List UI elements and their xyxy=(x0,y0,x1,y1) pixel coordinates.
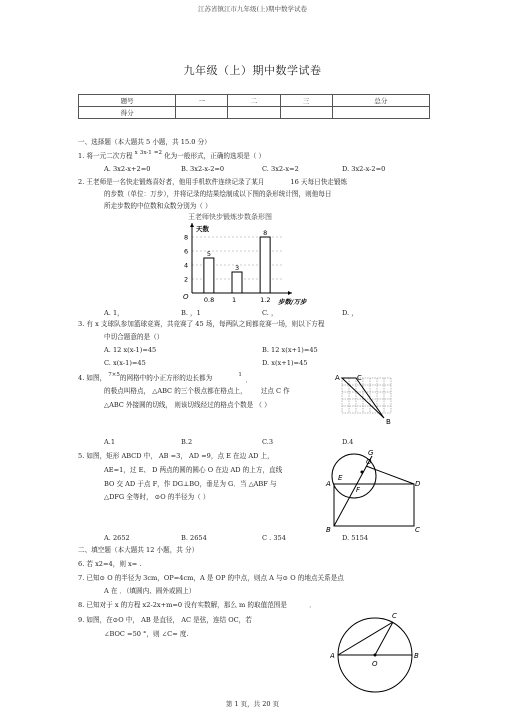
chart-ytick-label: 4 xyxy=(184,261,189,270)
q5-label-a: A xyxy=(326,480,331,488)
q4-label-b: B xyxy=(386,418,391,426)
score-table xyxy=(78,94,430,119)
question-4-line3: △ABC 外接圆的切线， 则该切线经过的格点个数是 （ ） xyxy=(104,401,271,409)
q9-label-b: B xyxy=(414,652,419,660)
q4-option-c[interactable]: C.3 xyxy=(262,438,274,446)
question-7-line2: A 在 ．（填圆内、圆外或圆上） xyxy=(104,587,196,595)
step-bar-chart xyxy=(176,211,326,307)
q4-option-b[interactable]: B.2 xyxy=(181,438,193,446)
question-7-line1: 7. 已知⊙ O 的半径为 3cm，OP=4cm，A 是 OP 的中点，则点 A 与⊙ O 的地点关系是点 xyxy=(78,574,344,582)
chart-ytick-label: 8 xyxy=(184,233,189,242)
q4-label-a: A xyxy=(335,374,340,382)
q9-label-a: A xyxy=(330,652,335,660)
chart-title: 王老师快步锻炼步数条形图 xyxy=(188,213,272,221)
exam-title: 九年级（上）期中数学试卷 xyxy=(183,64,322,77)
question-3-line1: 3. 有 x 支球队参加篮球竞赛，共竞赛了 45 场，每两队之间都竞赛一场，则以下方程 xyxy=(78,320,325,328)
q5-label-b: B xyxy=(326,526,331,534)
question-3-line2: 中切合题意的是（） xyxy=(104,333,164,341)
score-label-cell: 得分 xyxy=(79,107,176,119)
q5-rectangle-figure xyxy=(322,446,422,534)
section-heading-1: 一、选择题（本大题共 5 小题，共 15.0 分） xyxy=(78,138,211,146)
chart-ytick-label: 6 xyxy=(184,247,189,256)
q2-option-c[interactable]: C. ， xyxy=(262,309,278,317)
question-2-line2: 的步数（单位：万步），并将记录的结果绘制成以下图的条形统计图，则他每日 xyxy=(104,190,332,198)
q5-label-o: O xyxy=(366,458,372,466)
q5-label-f: F xyxy=(356,486,361,494)
q5-option-c[interactable]: C . 354 xyxy=(262,534,286,542)
q1-option-d[interactable]: D. 3x2-x-2=0 xyxy=(342,165,386,173)
chart-ytick-label: 2 xyxy=(184,275,189,284)
q9-label-c: C xyxy=(392,612,397,620)
chart-bar xyxy=(232,272,242,293)
score-header-cell: 二 xyxy=(228,95,280,107)
question-8: 8. 已知对于 x 的方程 x2-2x+m=0 没有实数解，那么 m 的取值范围是 ． xyxy=(78,601,316,609)
chart-bar xyxy=(260,237,270,293)
q5-option-a[interactable]: A. 2652 xyxy=(104,534,130,542)
question-5-line3: BO 交 AD 于点 F，作 DG⊥BO，垂足为 G．当 △ABF 与 xyxy=(104,480,277,488)
q3-option-c[interactable]: C. x(x-1)=45 xyxy=(104,359,146,367)
q1-option-c[interactable]: C. 3x2-x=2 xyxy=(262,165,299,173)
chart-xtick-label: 1 xyxy=(232,296,237,304)
score-header-cell: 题号 xyxy=(79,95,176,107)
chart-ylabel: 天数 xyxy=(196,225,209,233)
q3-option-b[interactable]: B. 12 x(x+1)=45 xyxy=(262,346,318,354)
q1-option-b[interactable]: B. 3x2-x-2=0 xyxy=(181,165,225,173)
q5-label-d: D xyxy=(415,480,421,488)
q5-label-c: C xyxy=(415,526,420,534)
chart-x-arrow xyxy=(288,291,292,295)
q9-chord-ac xyxy=(338,622,393,655)
question-2-line1: 2. 王老师是一名快走锻炼喜好者，他用手机软件连续记录了某月 16 天每日快走锻炼 xyxy=(78,178,348,186)
q9-circle-figure xyxy=(330,604,420,700)
question-9-line2: ∠BOC =50 °，则 ∠C= 度. xyxy=(104,630,189,638)
question-5-line4: △DFG 全等时， ⊙O 的半径为（ ） xyxy=(104,493,210,501)
question-5-line1: 5. 如图，矩形 ABCD 中， AB =3， AD =9，点 E 在边 AD 上， xyxy=(78,452,274,460)
q4-option-d[interactable]: D.4 xyxy=(342,438,354,446)
question-9-line1: 9. 如图，在⊙O 中， AB 是直径， AC 是弦，连结 OC，若 xyxy=(78,616,252,624)
q5-label-g: G xyxy=(368,449,374,457)
question-5-line2: AE=1，过 E、 D 两点的圆的圆心 O 在边 AD 的上方，直线 xyxy=(104,466,283,474)
score-header-cell: 一 xyxy=(176,95,228,107)
q3-option-d[interactable]: D. x(x+1)=45 xyxy=(262,359,308,367)
section-heading-2: 二、填空题（本大题共 12 小题，共 分） xyxy=(78,546,199,554)
chart-bar xyxy=(204,258,214,293)
chart-xlabel: 步数/万步 xyxy=(278,298,307,306)
chart-y-arrow xyxy=(190,223,194,227)
q5-rectangle xyxy=(334,484,414,526)
q4-label-c: C xyxy=(357,374,362,382)
question-2-line3: 所走步数的中位数和众数分别为（ ） xyxy=(104,202,212,210)
q9-label-o: O xyxy=(372,660,378,668)
page-footer: 第 1 页，共 20 页 xyxy=(225,700,280,708)
q5-option-d[interactable]: D. 5154 xyxy=(342,534,369,542)
q2-option-b[interactable]: B. ，1 xyxy=(181,309,201,317)
q1-option-a[interactable]: A. 3x2-x+2=0 xyxy=(104,165,151,173)
chart-value-label: 3 xyxy=(235,264,240,272)
chart-value-label: 5 xyxy=(206,250,212,258)
page-header: 江苏省镇江市九年级(上)期中数学试卷 xyxy=(197,5,308,13)
chart-origin-label: O xyxy=(183,293,189,301)
q5-label-e: E xyxy=(338,474,343,482)
q4-grid-figure xyxy=(334,370,414,428)
question-6: 6. 若 x2=4，则 x= . xyxy=(78,560,142,568)
question-1: 1. 将一元二次方程 $^x$ $^{3x-1}$ $^{=2}$ 化为一般形式，正确的选项是（ ） xyxy=(78,150,266,160)
chart-xtick-label: 0.8 xyxy=(203,296,215,304)
chart-value-label: 8 xyxy=(263,229,268,237)
question-4-line1: 4. 如图， $^{7\times 5}$的网格中的小正方形的边长都为 $^1$ $_,$ xyxy=(78,372,251,384)
score-header-cell: 三 xyxy=(280,95,332,107)
chart-xtick-label: 1.2 xyxy=(260,296,271,304)
q5-option-b[interactable]: B. 2654 xyxy=(181,534,207,542)
q4-grid-lines xyxy=(342,378,391,413)
score-header-cell: 总分 xyxy=(332,95,429,107)
q2-option-d[interactable]: D. ， xyxy=(342,309,358,317)
question-4-line2: 的极点叫格点， △ABC 的三个极点都在格点上， 过点 C 作 xyxy=(104,387,290,395)
q5-line-dg xyxy=(366,466,414,484)
q4-option-a[interactable]: A.1 xyxy=(104,438,116,446)
q3-option-a[interactable]: A. 12 x(x-1)=45 xyxy=(104,346,157,354)
q2-option-a[interactable]: A. 1， xyxy=(104,309,124,317)
